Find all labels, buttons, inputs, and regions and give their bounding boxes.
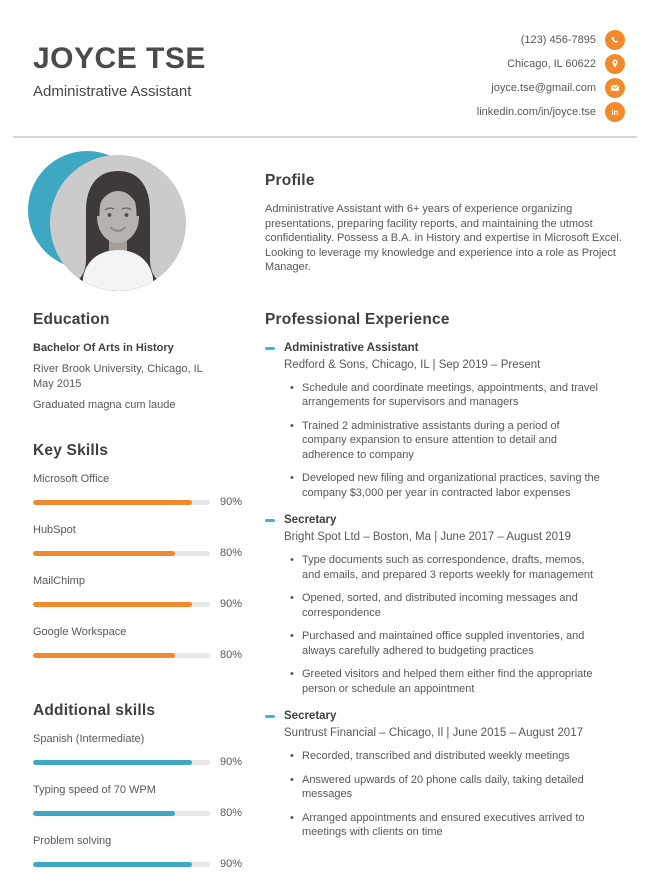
job-title: Secretary	[284, 514, 337, 526]
contact-linkedin-text: linkedin.com/in/joyce.tse	[476, 106, 596, 118]
job-head	[265, 709, 625, 724]
contact-phone[interactable]	[477, 30, 625, 50]
job-bullet: • Trained 2 administrative assistants during a period of company expansion to ensure attention to detail and adherence to company	[284, 419, 604, 463]
profile-heading: Profile	[265, 172, 315, 189]
job-bullet-list	[284, 381, 625, 501]
education-heading: Education	[33, 311, 110, 328]
job-bullet-list	[284, 749, 625, 840]
job-bullet: • Answered upwards of 20 phone calls daily, taking detailed messages	[284, 773, 604, 802]
key-skills-section	[33, 441, 242, 661]
job-title: Secretary	[284, 710, 337, 722]
right-column	[265, 151, 625, 885]
job-title: Administrative Assistant	[284, 341, 419, 354]
skill-bar-fill	[33, 500, 192, 505]
skill-bar-track	[33, 760, 210, 765]
location-icon	[605, 54, 625, 74]
skill-percent: 90%	[219, 496, 242, 508]
skill-bar	[33, 756, 242, 768]
skill-bar-fill	[33, 602, 192, 607]
skill-label: HubSpot	[33, 524, 76, 536]
identity-block	[33, 30, 206, 124]
skill-item	[33, 523, 242, 559]
job-entry	[265, 709, 625, 840]
skill-item	[33, 574, 242, 610]
job-bullet: • Recorded, transcribed and distributed weekly meetings	[284, 749, 604, 764]
job-bullet: • Opened, sorted, and distributed incoming messages and correspondence	[284, 591, 604, 620]
skill-percent: 90%	[219, 756, 242, 768]
skill-bar-track	[33, 551, 210, 556]
skill-percent: 90%	[219, 858, 242, 870]
skill-bar	[33, 598, 242, 610]
job-meta: Redford & Sons, Chicago, IL | Sep 2019 – Present	[284, 358, 541, 371]
profile-photo	[33, 151, 203, 291]
education-degree: Bachelor Of Arts in History	[33, 342, 174, 354]
key-skills-heading: Key Skills	[33, 442, 109, 459]
skill-bar	[33, 807, 242, 819]
skill-label: Typing speed of 70 WPM	[33, 784, 156, 796]
skill-bar-track	[33, 602, 210, 607]
skill-percent: 80%	[219, 547, 242, 559]
skill-label: Microsoft Office	[33, 473, 110, 485]
phone-icon	[605, 30, 625, 50]
education-school: River Brook University, Chicago, IL	[33, 363, 203, 375]
skill-bar	[33, 547, 242, 559]
avatar-illustration	[50, 155, 186, 291]
skill-item	[33, 625, 242, 661]
contact-linkedin[interactable]	[477, 102, 625, 122]
job-head	[265, 341, 625, 356]
skill-bar	[33, 649, 242, 661]
skill-bar-fill	[33, 811, 175, 816]
education-section	[33, 310, 242, 413]
skill-bar-track	[33, 653, 210, 658]
job-bullet: • Type documents such as correspondence, drafts, memos, and emails, and prepared 3 reports weekly for management	[284, 553, 604, 582]
email-icon	[605, 78, 625, 98]
contact-location	[477, 54, 625, 74]
skill-bar-fill	[33, 760, 192, 765]
job-dash-icon	[265, 715, 275, 718]
profile-section	[265, 171, 625, 275]
skill-item	[33, 834, 242, 870]
job-meta: Bright Spot Ltd – Boston, Ma | June 2017 – August 2019	[284, 531, 571, 543]
skill-percent: 80%	[219, 807, 242, 819]
header	[0, 0, 650, 136]
skill-item	[33, 472, 242, 508]
job-bullet: • Purchased and maintained office suppled inventories, and always carefully adhered to budgeting practices	[284, 629, 604, 658]
skill-bar-fill	[33, 653, 175, 658]
job-bullet: • Greeted visitors and helped them either find the appropriate person or schedule an appointment	[284, 667, 604, 696]
skill-label: Problem solving	[33, 835, 112, 847]
skill-item	[33, 783, 242, 819]
skill-percent: 80%	[219, 649, 242, 661]
contact-location-text: Chicago, IL 60622	[507, 58, 596, 70]
skill-bar-track	[33, 500, 210, 505]
person-name: JOYCE TSE	[33, 42, 206, 75]
job-dash-icon	[265, 519, 275, 522]
person-job-title: Administrative Assistant	[33, 83, 192, 100]
skill-bar	[33, 496, 242, 508]
skill-bar-fill	[33, 551, 175, 556]
job-bullet: • Schedule and coordinate meetings, appointments, and travel arrangements for supervisors and managers	[284, 381, 604, 410]
skill-label: Google Workspace	[33, 626, 127, 638]
skill-label: MailChimp	[33, 575, 85, 587]
job-bullet: • Developed new filing and organizational practices, saving the company $3,000 per year in contracted labor expenses	[284, 471, 604, 500]
profile-text: Administrative Assistant with 6+ years of experience organizing presentations, preparing facility reports, and maintaining the utmost confidentiality. Possess a B.A. in History and expertise in Microsoft Excel. Looking to leverage my knowledge and experience into a role as Project Manager.	[265, 203, 622, 273]
contact-phone-text: (123) 456-7895	[520, 34, 596, 46]
skill-bar-track	[33, 862, 210, 867]
skill-bar	[33, 858, 242, 870]
education-note: Graduated magna cum laude	[33, 399, 176, 411]
experience-heading: Professional Experience	[265, 310, 450, 328]
experience-section	[265, 310, 625, 840]
education-date: May 2015	[33, 378, 82, 390]
job-head	[265, 513, 625, 528]
left-column	[33, 151, 242, 885]
skill-item	[33, 732, 242, 768]
job-bullet: • Arranged appointments and ensured executives arrived to meetings with clients on time	[284, 811, 604, 840]
job-meta: Suntrust Financial – Chicago, Il | June 2015 – August 2017	[284, 727, 583, 739]
skill-bar-track	[33, 811, 210, 816]
skill-label: Spanish (Intermediate)	[33, 733, 145, 745]
job-dash-icon	[265, 347, 275, 350]
linkedin-icon	[605, 102, 625, 122]
photo-avatar	[50, 155, 186, 291]
contact-email[interactable]	[477, 78, 625, 98]
skill-percent: 90%	[219, 598, 242, 610]
additional-skills-heading: Additional skills	[33, 702, 156, 719]
job-entry	[265, 513, 625, 696]
svg-text:in: in	[611, 108, 619, 118]
contact-list	[477, 30, 625, 124]
job-bullet-list	[284, 553, 625, 696]
contact-email-text: joyce.tse@gmail.com	[491, 82, 596, 94]
additional-skills-section	[33, 701, 242, 870]
skill-bar-fill	[33, 862, 192, 867]
content-columns	[0, 138, 650, 885]
job-entry	[265, 341, 625, 501]
